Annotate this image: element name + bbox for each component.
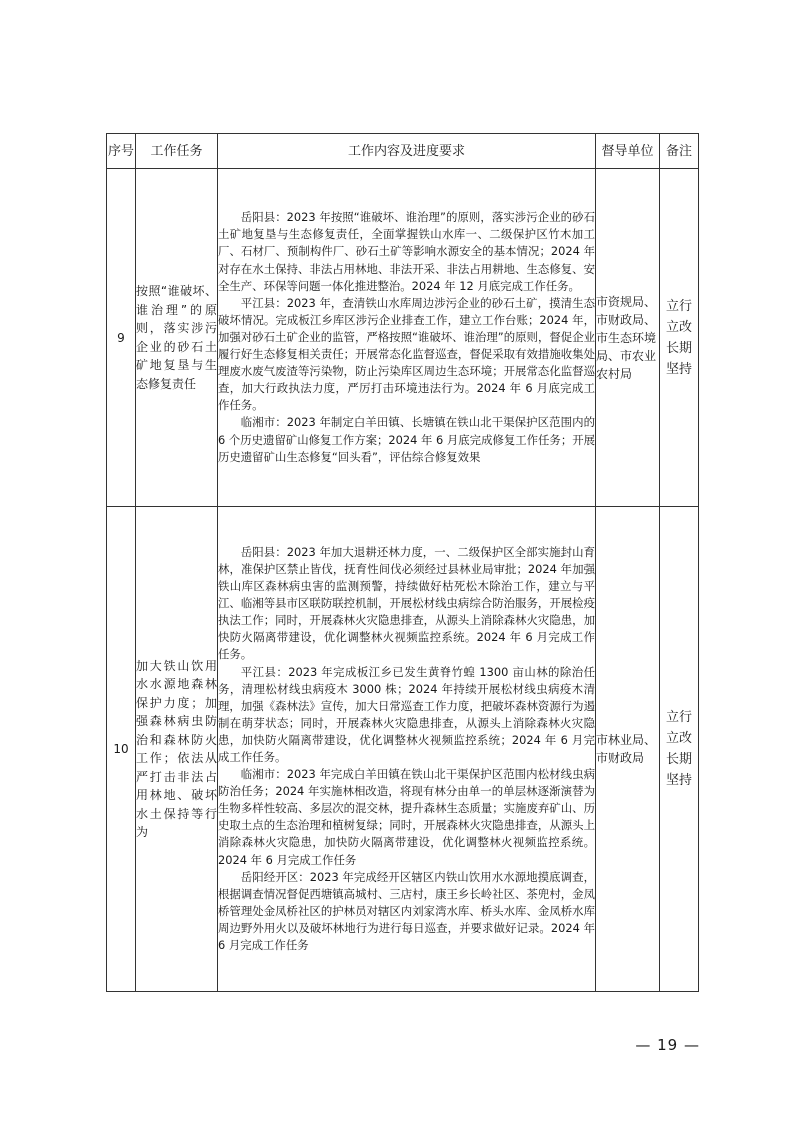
row-number: 9	[107, 169, 136, 507]
content-paragraph: 平江县：2023 年完成板江乡已发生黄脊竹蝗 1300 亩山林的除治任务，清理松材线虫病疫木 3000 株；2024 年持续开展松材线虫病疫木清理，加强《森林法》宣传，加大日常巡查工作力度，把破坏森林资源行为遏制在萌芽状态；同时，开展森林火灾隐患排查，从源头上消除森林火灾隐患，加快防火隔离带建设，优化调整林火视频监控系统；2024 年 6 月完成工作任务。	[218, 664, 595, 764]
table-header-row	[107, 134, 699, 169]
work-task-table	[106, 133, 699, 992]
content-paragraph: 岳阳经开区：2023 年完成经开区辖区内铁山饮用水水源地摸底调查，根据调查情况督促西塘镇高城村、三店村，康王乡长岭社区、茶兜村，金凤桥管理处金凤桥社区的护林员对辖区内刘家湾水库、桥头水库、金凤桥水库周边野外用火以及破坏林地行为进行每日巡查，并要求做好记录。2024 年 6 月完成工作任务	[218, 869, 595, 953]
row-content	[218, 507, 596, 992]
row-note: 立行立改长期坚持	[660, 169, 699, 507]
content-paragraph: 岳阳县：2023 年加大退耕还林力度，一、二级保护区全部实施封山育林，准保护区禁止皆伐，抚育性间伐必须经过县林业局审批；2024 年加强铁山库区森林病虫害的监测预警，持续做好枯死松木除治工作，建立与平江、临湘等县市区联防联控机制，开展松材线虫病综合防治服务，开展检疫执法工作；同时，开展森林火灾隐患排查，从源头上消除森林火灾隐患，加快防火隔离带建设，优化调整林火视频监控系统。2024 年 6 月完成工作任务。	[218, 544, 595, 662]
content-paragraph: 平江县：2023 年，查清铁山水库周边涉污企业的砂石土矿，摸清生态破坏情况。完成板江乡库区涉污企业排查工作，建立工作台账；2024 年，加强对砂石土矿企业的监管，严格按照“谁破坏、谁治理”的原则，督促企业履行好生态修复相关责任；开展常态化监督巡查，督促采取有效措施收集处理废水废气废渣等污染物，防止污染库区周边生态环境；开展常态化监督巡查，加大行政执法力度，严厉打击环境违法行为。2024 年 6 月底完成工作任务。	[218, 295, 595, 413]
header-content: 工作内容及进度要求	[218, 134, 596, 169]
row-unit: 市资规局、市财政局、市生态环境局、市农业农村局	[596, 169, 660, 507]
row-number: 10	[107, 507, 136, 992]
header-no: 序号	[107, 134, 136, 169]
row-content	[218, 169, 596, 507]
content-paragraph: 岳阳县：2023 年按照“谁破坏、谁治理”的原则，落实涉污企业的砂石土矿地复垦与生态修复责任，全面掌握铁山水库一、二级保护区竹木加工厂、石材厂、预制构件厂、砂石土矿等影响水源安全的基本情况；2024 年对存在水土保持、非法占用林地、非法开采、非法占用耕地、生态修复、安全生产、环保等问题一体化推进整治。2024 年 12 月底完成工作任务。	[218, 210, 595, 293]
content-paragraph: 临湘市：2023 年完成白羊田镇在铁山北干渠保护区范围内松材线虫病防治任务；2024 年实施林相改造，将现有林分由单一的单层林逐渐演替为生物多样性较高、多层次的混交林，提升森林生态质量；实施废弃矿山、历史取土点的生态治理和植树复绿；同时，开展森林火灾隐患排查，从源头上消除森林火灾隐患，加快防火隔离带建设，优化调整林火视频监控系统。2024 年 6 月完成工作任务	[218, 767, 595, 867]
table-row	[107, 169, 699, 507]
header-task: 工作任务	[136, 134, 218, 169]
row-note: 立行立改长期坚持	[660, 507, 699, 992]
page-number: — 19 —	[635, 1036, 700, 1054]
row-unit: 市林业局、市财政局	[596, 507, 660, 992]
header-unit: 督导单位	[596, 134, 660, 169]
header-note: 备注	[660, 134, 699, 169]
content-paragraph: 临湘市：2023 年制定白羊田镇、长塘镇在铁山北干渠保护区范围内的 6 个历史遗留矿山修复工作方案；2024 年 6 月底完成修复工作任务；开展历史遗留矿山生态修复“回头看”，评估综合修复效果	[218, 415, 595, 464]
table-row	[107, 507, 699, 992]
row-task: 加大铁山饮用水水源地森林保护力度；加强森林病虫防治和森林防火工作；依法从严打击非法占用林地、破坏水土保持等行为	[136, 507, 218, 992]
row-task: 按照“谁破坏、谁治理”的原则，落实涉污企业的砂石土矿地复垦与生态修复责任	[136, 169, 218, 507]
